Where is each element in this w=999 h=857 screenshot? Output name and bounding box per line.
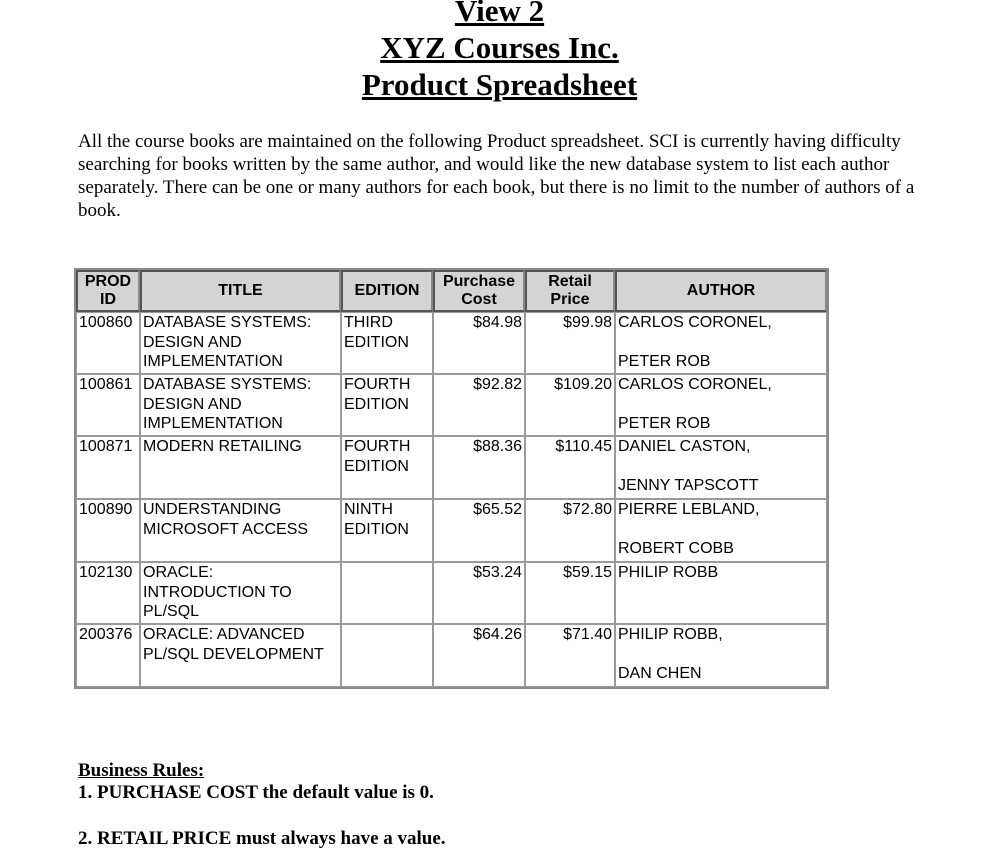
table-row	[76, 499, 827, 562]
edition-cell: THIRD EDITION	[341, 312, 433, 374]
author-secondary: DAN CHEN	[618, 665, 702, 682]
edition-cell: FOURTH EDITION	[341, 374, 433, 436]
company-name: XYZ Courses Inc.	[380, 30, 619, 65]
purchase-cost-cell: $65.52	[433, 499, 525, 562]
retail-price-cell: $71.40	[525, 624, 615, 687]
retail-price-cell: $99.98	[525, 312, 615, 374]
intro-paragraph: All the course books are maintained on the following Product spreadsheet. SCI is currently having difficulty searching for books written by the same author, and would like the new database system to list each author separately. There can be one or many authors for each book, but there is no limit to the number of authors of a book.	[78, 131, 915, 221]
title-cell: DATABASE SYSTEMS: DESIGN AND IMPLEMENTATION	[140, 312, 341, 374]
author-primary: PHILIP ROBB	[618, 564, 719, 581]
author-cell	[615, 436, 827, 499]
purchase-cost-cell: $88.36	[433, 436, 525, 499]
retail-price-cell: $72.80	[525, 499, 615, 562]
title-cell: MODERN RETAILING	[140, 436, 341, 499]
header-author: AUTHOR	[615, 270, 827, 312]
title-cell: ORACLE: INTRODUCTION TO PL/SQL	[140, 562, 341, 624]
title-cell: DATABASE SYSTEMS: DESIGN AND IMPLEMENTATION	[140, 374, 341, 436]
edition-cell	[341, 562, 433, 624]
prod-id-cell: 100860	[76, 312, 140, 374]
header-edition: EDITION	[341, 270, 433, 312]
rules-heading: Business Rules:	[78, 760, 205, 781]
edition-cell: FOURTH EDITION	[341, 436, 433, 499]
purchase-cost-cell: $92.82	[433, 374, 525, 436]
product-table	[74, 268, 829, 689]
document-title-block	[0, 0, 999, 103]
author-primary: PHILIP ROBB,	[618, 626, 723, 643]
business-rules	[78, 760, 446, 850]
author-cell	[615, 499, 827, 562]
view-label: View 2	[454, 0, 545, 28]
prod-id-cell: 200376	[76, 624, 140, 687]
author-cell	[615, 624, 827, 687]
prod-id-cell: 100861	[76, 374, 140, 436]
author-secondary: PETER ROB	[618, 415, 711, 432]
prod-id-cell: 100890	[76, 499, 140, 562]
title-cell: ORACLE: ADVANCED PL/SQL DEVELOPMENT	[140, 624, 341, 687]
edition-cell	[341, 624, 433, 687]
author-cell	[615, 312, 827, 374]
title-cell: UNDERSTANDING MICROSOFT ACCESS	[140, 499, 341, 562]
rule-2: 2. RETAIL PRICE must always have a value.	[78, 828, 446, 849]
table-row	[76, 624, 827, 687]
purchase-cost-cell: $64.26	[433, 624, 525, 687]
retail-price-cell: $110.45	[525, 436, 615, 499]
author-primary: CARLOS CORONEL,	[618, 376, 772, 393]
table-header-row	[76, 270, 827, 312]
author-primary: DANIEL CASTON,	[618, 438, 751, 455]
author-cell	[615, 562, 827, 624]
author-primary: CARLOS CORONEL,	[618, 314, 772, 331]
edition-cell: NINTH EDITION	[341, 499, 433, 562]
prod-id-cell: 102130	[76, 562, 140, 624]
retail-price-cell: $59.15	[525, 562, 615, 624]
header-retail-price: Retail Price	[525, 270, 615, 312]
author-secondary: ROBERT COBB	[618, 540, 734, 557]
header-title: TITLE	[140, 270, 341, 312]
author-cell	[615, 374, 827, 436]
author-primary: PIERRE LEBLAND,	[618, 501, 760, 518]
purchase-cost-cell: $84.98	[433, 312, 525, 374]
author-secondary: JENNY TAPSCOTT	[618, 477, 759, 494]
author-secondary: PETER ROB	[618, 353, 711, 370]
table-row	[76, 436, 827, 499]
retail-price-cell: $109.20	[525, 374, 615, 436]
header-purchase-cost: Purchase Cost	[433, 270, 525, 312]
rule-1: 1. PURCHASE COST the default value is 0.	[78, 782, 434, 803]
table-row	[76, 562, 827, 624]
table-row	[76, 312, 827, 374]
header-prod-id: PROD ID	[76, 270, 140, 312]
sheet-title: Product Spreadsheet	[361, 67, 638, 102]
table-row	[76, 374, 827, 436]
purchase-cost-cell: $53.24	[433, 562, 525, 624]
prod-id-cell: 100871	[76, 436, 140, 499]
